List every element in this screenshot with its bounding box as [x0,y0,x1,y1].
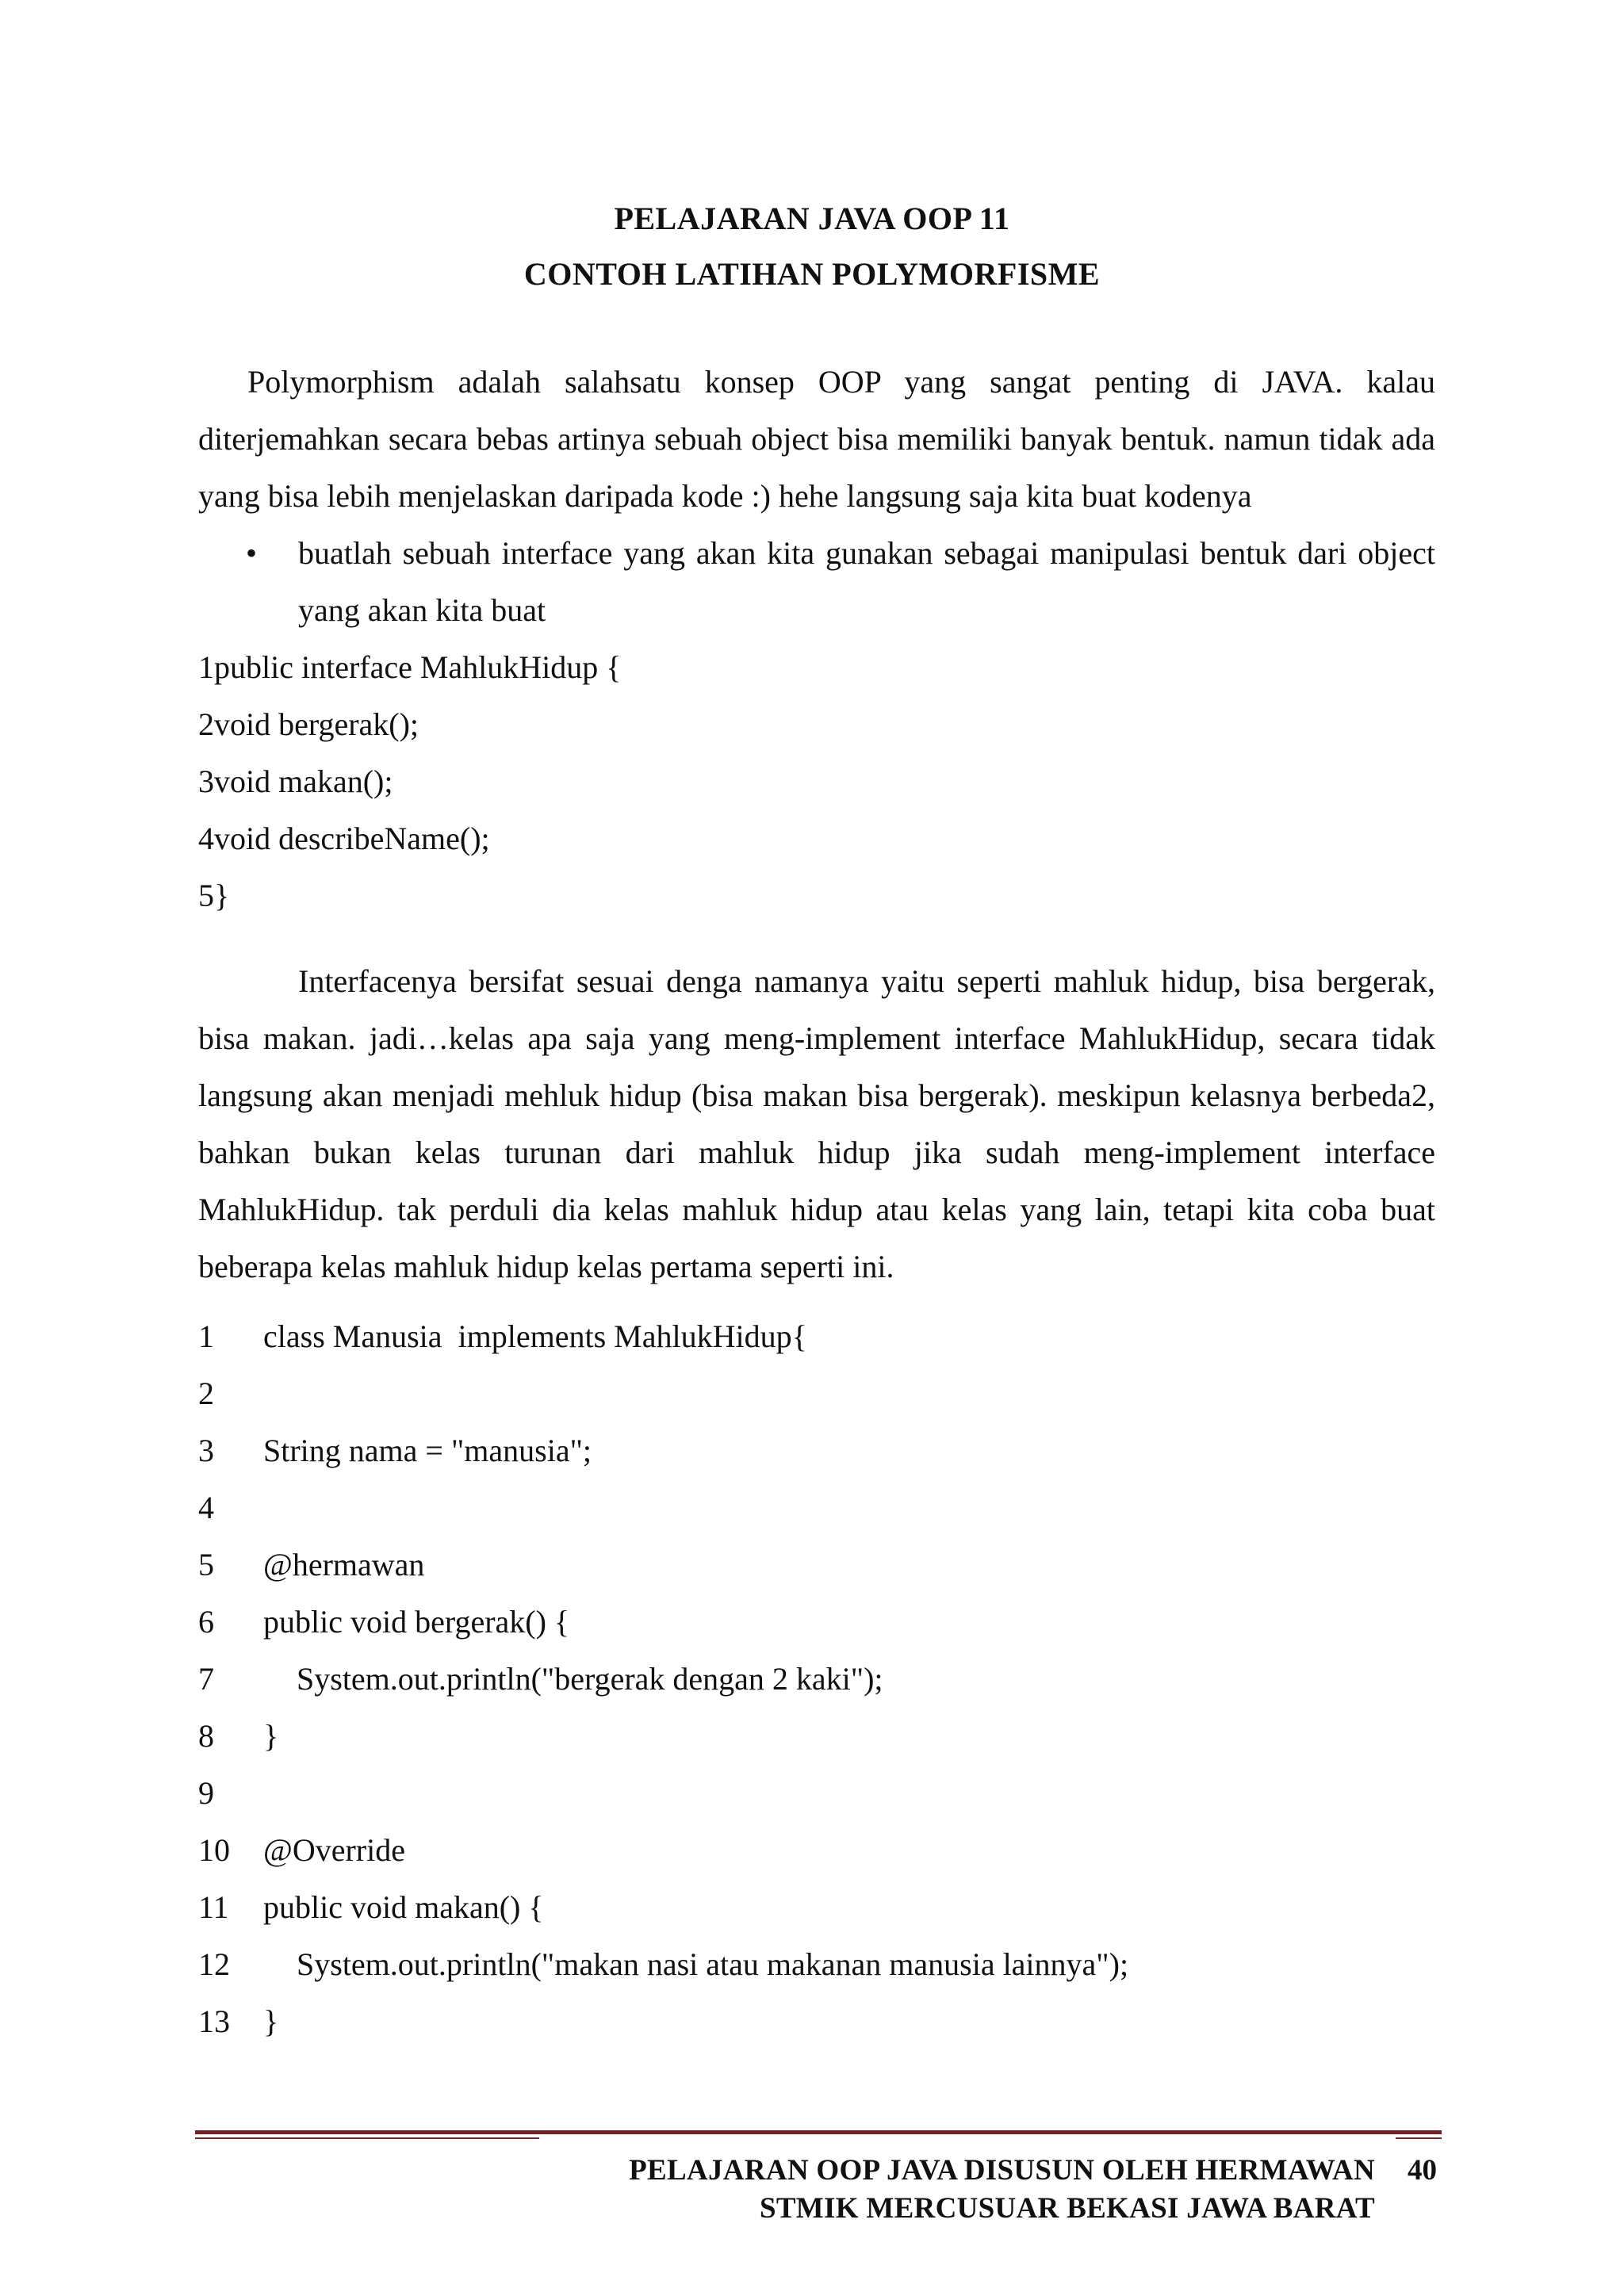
interface-code-block [198,639,1435,924]
page-subtitle: CONTOH LATIHAN POLYMORFISME [523,256,1101,292]
code-line [198,1422,1435,1479]
code-text: String nama = "manusia"; [263,1433,592,1468]
code-text: System.out.println("bergerak dengan 2 kaki"); [297,1661,883,1697]
line-number: 1 [198,1318,214,1354]
footer-rule-sub-right [1396,2137,1442,2139]
line-number: 5 [198,1547,214,1582]
explanation-paragraph: Interfacenya bersifat sesuai denga namanya yaitu seperti mahluk hidup, bisa bergerak, bisa makan. jadi…kelas apa saja yang meng-implement interface MahlukHidup, secara tidak langsung akan menjadi mehluk hidup (bisa makan bisa bergerak). meskipun kelasnya berbeda2, bahkan bukan kelas turunan dari mahluk hidup jika sudah meng-implement interface MahlukHidup. tak perduli dia kelas mahluk hidup atau kelas yang lain, tetapi kita coba buat beberapa kelas mahluk hidup kelas pertama seperti ini. [198,963,1435,1284]
footer-author: PELAJARAN OOP JAVA DISUSUN OLEH HERMAWAN [629,2154,1375,2187]
bullet-section [198,525,1435,639]
line-number: 11 [198,1889,229,1925]
code-line [198,1308,1435,1365]
code-text: public void bergerak() { [263,1604,570,1640]
bullet-text: buatlah sebuah interface yang akan kita gunakan sebagai manipulasi bentuk dari object yang akan kita buat [298,535,1435,628]
footer-rule-main [195,2130,1442,2134]
line-number: 10 [198,1832,230,1868]
code-line: 2void bergerak(); [198,706,419,742]
code-line: 4void describeName(); [198,821,490,856]
code-text: } [263,2003,279,2039]
code-line [198,1479,1435,1536]
footer-divider [195,2130,1442,2141]
code-line: 5} [198,878,230,913]
list-item [198,525,1435,639]
code-line [198,1879,1435,1936]
class-code-block [198,1308,1435,2050]
line-number: 4 [198,1490,214,1525]
footer-rule-sub-left [195,2137,539,2139]
line-number: 2 [198,1376,214,1411]
code-line [198,1651,1435,1708]
code-line [198,1993,1435,2050]
bullet-icon: • [246,535,258,571]
code-line [198,1708,1435,1765]
intro-paragraph: Polymorphism adalah salahsatu konsep OOP yang sangat penting di JAVA. kalau diterjemahkan secara bebas artinya sebuah object bisa memiliki banyak bentuk. namun tidak ada yang bisa lebih menjelaskan daripada kode :) hehe langsung saja kita buat kodenya [198,364,1435,514]
code-text: @Override [263,1832,405,1868]
code-line [198,1765,1435,1822]
code-text: } [263,1718,279,1754]
code-line [198,1936,1435,1993]
code-line [198,1822,1435,1879]
code-line [198,1365,1435,1422]
line-number: 13 [198,2003,230,2039]
line-number: 6 [198,1604,214,1640]
line-number: 12 [198,1946,230,1982]
code-text: @hermawan [263,1547,425,1582]
intro-section [198,354,1435,525]
code-text: public void makan() { [263,1889,544,1925]
page-title: PELAJARAN JAVA OOP 11 [614,201,1010,236]
code-line [198,1594,1435,1651]
line-number: 3 [198,1433,214,1468]
code-text: System.out.println("makan nasi atau makanan manusia lainnya"); [297,1946,1129,1982]
page-number: 40 [1408,2154,1437,2187]
footer-institution: STMIK MERCUSUAR BEKASI JAWA BARAT [759,2192,1375,2225]
code-text: class Manusia implements MahlukHidup{ [263,1318,807,1354]
line-number: 8 [198,1718,214,1754]
line-number: 9 [198,1775,214,1811]
code-line: 3void makan(); [198,763,393,799]
line-number: 7 [198,1661,214,1697]
bullet-list [198,525,1435,639]
code-line [198,1536,1435,1594]
code-line: 1public interface MahlukHidup { [198,649,622,685]
explanation-section [198,953,1435,1295]
